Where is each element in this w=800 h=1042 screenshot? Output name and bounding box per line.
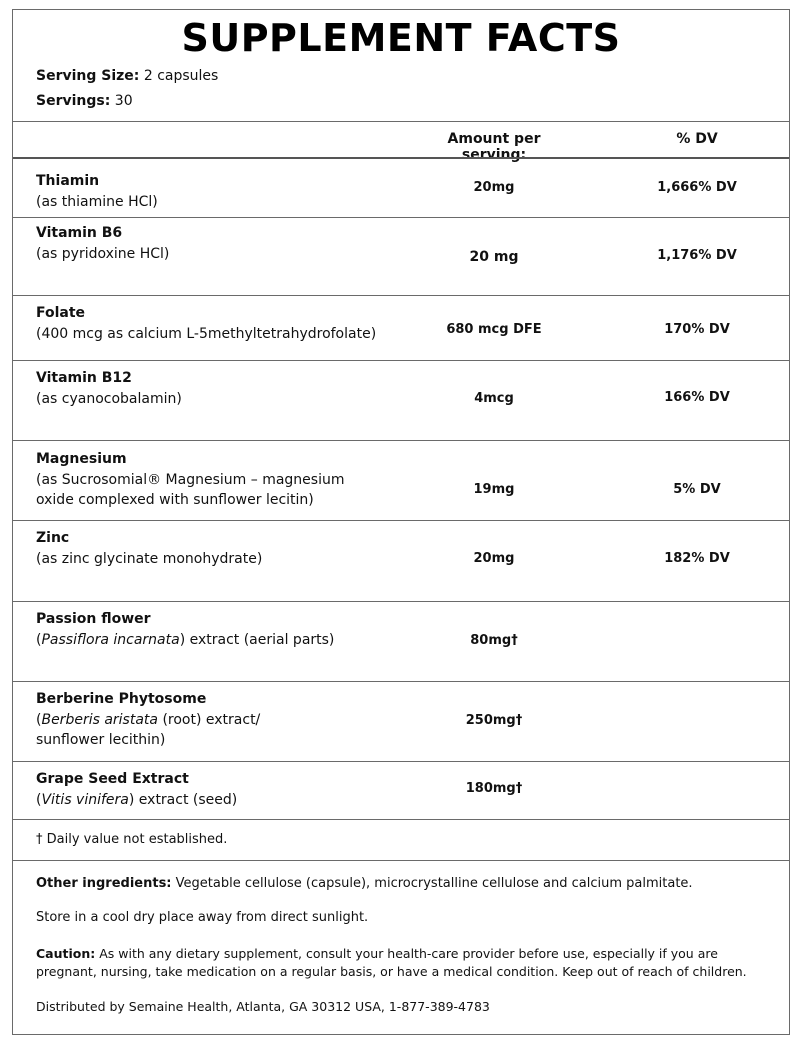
panel-title: SUPPLEMENT FACTS (181, 16, 621, 60)
nutrient-name: Folate (36, 305, 86, 321)
amount-per-serving: 4mcg (474, 391, 514, 406)
table-row (13, 295, 789, 360)
table-row (13, 681, 789, 761)
daily-value: 170% DV (664, 322, 730, 337)
nutrient-name: Vitamin B6 (36, 225, 123, 241)
nutrient-name: Passion flower (36, 611, 151, 627)
supplement-facts-panel (12, 9, 790, 1035)
nutrient-source: (as Sucrosomial® Magnesium – magnesium oxide complexed with sunflower lecitin) (36, 472, 345, 508)
column-header-amount: Amount per serving: (447, 131, 541, 163)
nutrient-source: (as cyanocobalamin) (36, 391, 182, 407)
table-row (13, 360, 789, 440)
daily-value: 1,666% DV (657, 180, 737, 195)
amount-per-serving: 250mg† (465, 713, 523, 728)
storage-instructions: Store in a cool dry place away from direct sunlight. (36, 910, 369, 925)
amount-per-serving: 680 mcg DFE (446, 322, 542, 337)
amount-per-serving: 19mg (473, 482, 515, 497)
nutrient-name: Vitamin B12 (36, 370, 132, 386)
distributor-info: Distributed by Semaine Health, Atlanta, GA 30312 USA, 1-877-389-4783 (36, 999, 490, 1014)
nutrient-name: Zinc (36, 530, 70, 546)
column-header-dv: % DV (676, 131, 718, 147)
nutrient-source: (Passiflora incarnata) extract (aerial parts) (36, 632, 335, 648)
nutrient-name: Berberine Phytosome (36, 691, 207, 707)
serving-size (36, 68, 218, 84)
table-row (13, 601, 789, 681)
caution-text: Caution: As with any dietary supplement, consult your health-care provider before use, especially if you are pregnant, nursing, take medication on a regular basis, or have a medical condition. Keep out of reach of children. (36, 946, 747, 979)
nutrient-source: (400 mcg as calcium L-5methyltetrahydrofolate) (36, 326, 377, 342)
nutrient-name: Thiamin (36, 173, 100, 189)
nutrient-source: (as thiamine HCl) (36, 194, 158, 210)
daily-value: 182% DV (664, 551, 730, 566)
amount-per-serving: 20 mg (469, 249, 519, 265)
nutrient-source: (Vitis vinifera) extract (seed) (36, 792, 238, 808)
daily-value: 1,176% DV (657, 248, 737, 263)
amount-per-serving: 20mg (473, 180, 515, 195)
daily-value: 5% DV (673, 482, 721, 497)
divider (13, 860, 789, 861)
other-ingredients: Other ingredients: Vegetable cellulose (capsule), microcrystalline cellulose and calcium palmitate. (36, 876, 693, 891)
servings-label: Servings: (36, 93, 111, 109)
amount-per-serving: 80mg† (470, 633, 518, 648)
serving-size-label: Serving Size: (36, 68, 140, 84)
nutrient-name: Magnesium (36, 451, 127, 467)
amount-per-serving: 20mg (473, 551, 515, 566)
table-row (13, 217, 789, 295)
serving-size-value: 2 capsules (143, 68, 219, 84)
daily-value: 166% DV (664, 390, 730, 405)
divider (13, 121, 789, 122)
servings-count (36, 93, 133, 109)
footnote: † Daily value not established. (36, 832, 228, 847)
table-row (13, 440, 789, 520)
table-row (13, 520, 789, 601)
nutrient-source: (Berberis aristata (root) extract/ sunflower lecithin) (36, 712, 261, 748)
amount-per-serving: 180mg† (465, 781, 523, 796)
servings-value: 30 (114, 93, 133, 109)
nutrient-name: Grape Seed Extract (36, 771, 189, 787)
nutrient-source: (as zinc glycinate monohydrate) (36, 551, 263, 567)
nutrient-source: (as pyridoxine HCl) (36, 246, 170, 262)
table-row (13, 761, 789, 819)
divider (13, 819, 789, 820)
table-row (13, 157, 789, 217)
